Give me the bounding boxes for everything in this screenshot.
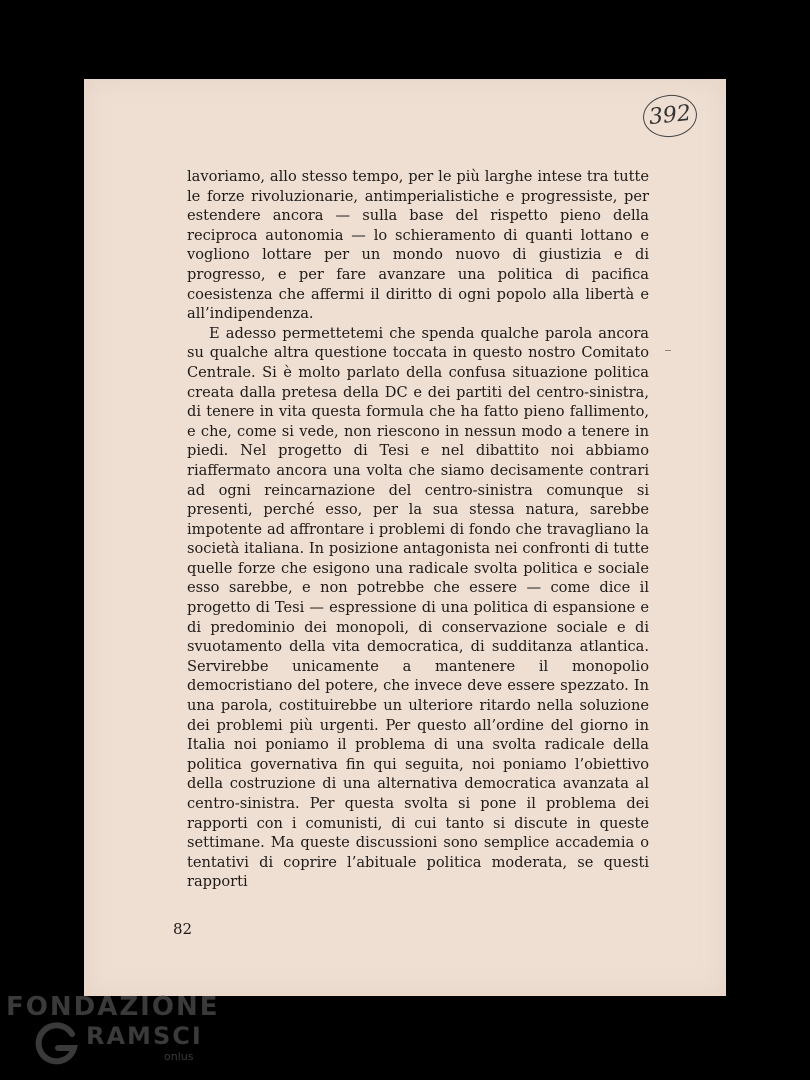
- margin-mark: [665, 350, 671, 351]
- fondazione-gramsci-logo: [4, 992, 220, 1077]
- archive-number-stamp: 392: [641, 92, 699, 139]
- logo-g-icon: [34, 1022, 78, 1066]
- page-number: 82: [173, 920, 193, 938]
- paragraph-1: lavoriamo, allo stesso tempo, per le più larghe intese tra tutte le forze rivoluzionarie, antimperialistiche e progressiste, per estendere ancora — sulla base del rispetto pieno della reciproca autonomia — lo schieramento di quanti lottano e vogliono lottare per un mondo nuovo di giustizia e di progresso, e per fare avanzare una politica di pacifica coesistenza che affermi il diritto di ogni popolo alla libertà e all’indipendenza.: [187, 168, 649, 323]
- body-text: [187, 167, 649, 892]
- logo-line-2: RAMSCI: [86, 1022, 203, 1050]
- logo-line-1: FONDAZIONE: [6, 992, 220, 1022]
- document-page: [84, 79, 726, 996]
- paragraph-2: E adesso permettetemi che spenda qualche parola ancora su qualche altra questione toccata in questo nostro Comitato Centrale. Si è molto parlato della confusa situazione politica creata dalla pretesa della DC e dei partiti del centro-sinistra, di tenere in vita questa formula che ha fatto pieno fallimento, e che, come si vede, non riescono in nessun modo a tenere in piedi. Nel progetto di Tesi e nel dibattito noi abbiamo riaffermato ancora una volta che siamo decisamente contrari ad ogni reincarnazione del centro-sinistra comunque si presenti, perché esso, per la sua stessa natura, sarebbe impotente ad affrontare i problemi di fondo che travagliano la società italiana. In posizione antagonista nei confronti di tutte quelle forze che esigono una radicale svolta politica e sociale esso sarebbe, e non potrebbe che essere — come dice il progetto di Tesi — espressione di una politica di espansione e di predominio dei monopoli, di conservazione sociale e di svuotamento della vita democratica, di sudditanza atlantica. Servirebbe unicamente a mantenere il monopolio democristiano del potere, che invece deve essere spezzato. In una parola, costituirebbe un ulteriore ritardo nella soluzione dei problemi più urgenti. Per questo all’ordine del giorno in Italia noi poniamo il problema di una svolta radicale della politica governativa fin qui seguita, noi poniamo l’obiettivo della costruzione di una alternativa democratica avanzata al centro-sinistra. Per questa svolta si pone il problema dei rapporti con i comunisti, di cui tanto si discute in queste settimane. Ma queste discussioni sono semplice accademia o tentativi di coprire l’abituale politica moderata, se questi rapporti: [187, 324, 649, 891]
- logo-subline: onlus: [164, 1050, 194, 1063]
